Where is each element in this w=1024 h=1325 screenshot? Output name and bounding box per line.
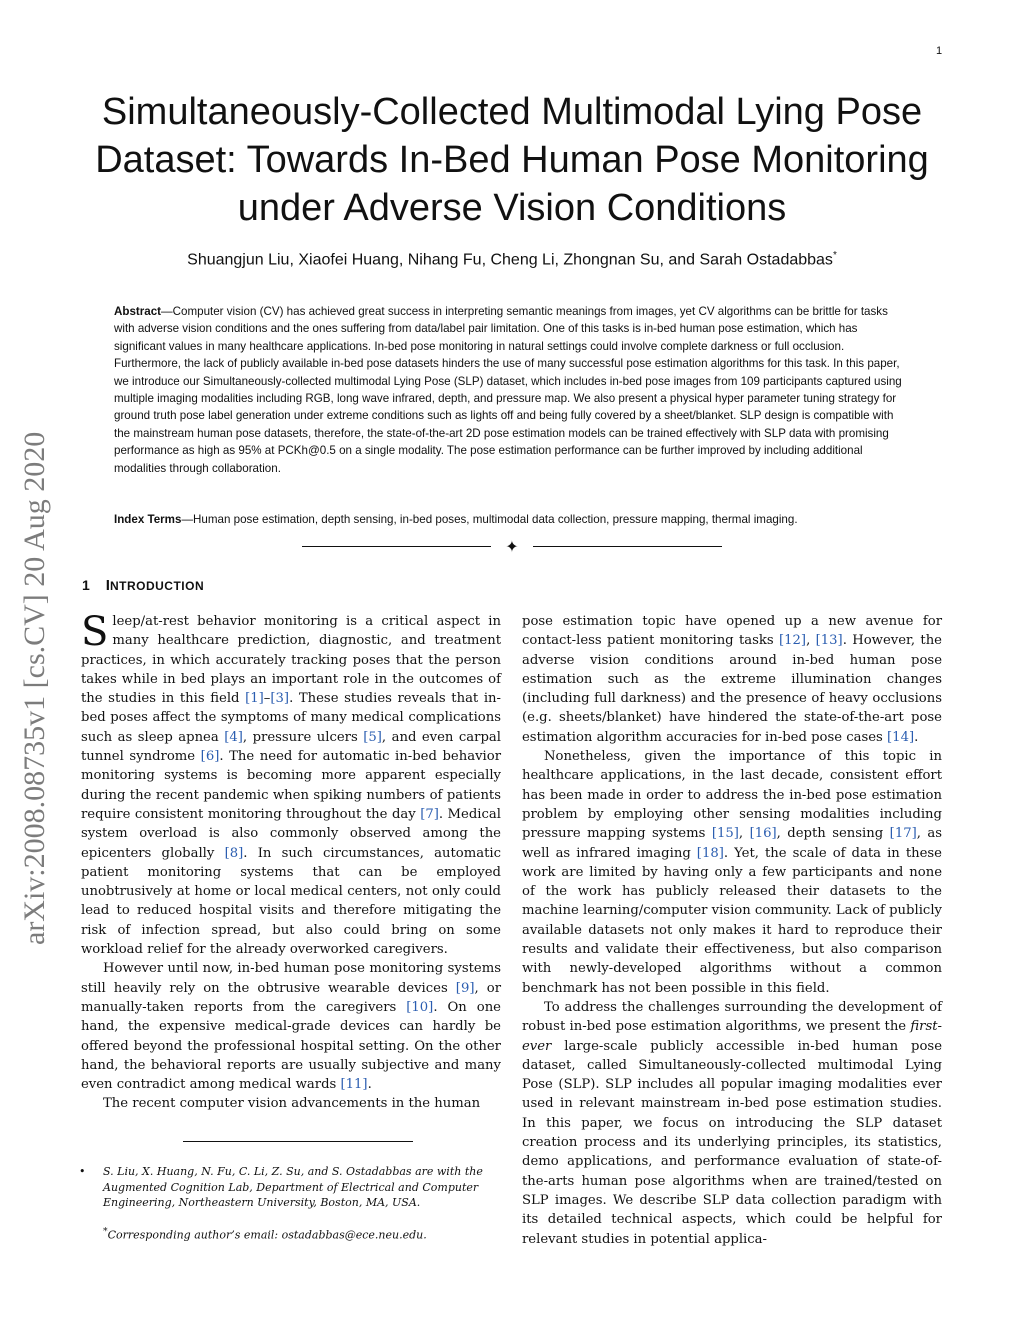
text-run: . bbox=[914, 729, 919, 745]
citation-link[interactable]: [9] bbox=[455, 980, 475, 996]
citation-link[interactable]: [11] bbox=[340, 1077, 368, 1093]
abstract bbox=[114, 303, 906, 477]
bullet-icon: • bbox=[79, 1165, 86, 1178]
paragraph bbox=[81, 609, 501, 959]
citation-link[interactable]: [17] bbox=[889, 826, 917, 842]
text-run: pose estimation topic have opened up a new avenue for contact-less patient monitoring tasks bbox=[522, 614, 942, 649]
corresponding-mark: * bbox=[103, 1226, 108, 1237]
index-terms bbox=[114, 511, 906, 528]
citation-link[interactable]: [15] bbox=[711, 826, 739, 842]
page-number: 1 bbox=[936, 45, 943, 57]
index-terms-text: —Human pose estimation, depth sensing, in-bed poses, multimodal data collection, pressure mapping, thermal imaging. bbox=[181, 513, 798, 526]
citation-link[interactable]: [3] bbox=[270, 691, 290, 707]
text-run: , and even carpal tunnel syndrome bbox=[81, 729, 501, 765]
text-run: . Yet, the scale of data in these work are limited by having only a few participants and none of the work has publicly released their datasets to the machine learning/computer vision community. Lack of publicly available datasets not only makes it hard to reproduce their results and validate their effectiveness, but also comparison with newly-developed algorithms without a common benchmark has not been possible in this field. bbox=[522, 845, 942, 996]
citation-link[interactable]: [8] bbox=[224, 845, 244, 861]
corresponding-email: Corresponding author’s email: ostadabbas@ece.neu.edu. bbox=[107, 1228, 427, 1242]
arxiv-stamp: arXiv:2008.08735v1 [cs.CV] 20 Aug 2020 bbox=[18, 431, 51, 945]
index-terms-label: Index Terms bbox=[114, 513, 182, 526]
paragraph bbox=[522, 998, 942, 1249]
text-run: , pressure ulcers bbox=[242, 729, 364, 745]
text-run: leep/at-rest behavior monitoring is a critical aspect in many healthcare prediction, diagnostic, and treatment practices, in which accurately tracking poses that the person takes while in bed plays an important role in the outcomes of the studies in this field bbox=[81, 614, 501, 707]
text-run: , bbox=[806, 633, 816, 649]
text-run: To address the challenges surrounding the development of robust in-bed pose estimation algorithms, we present the bbox=[522, 999, 942, 1035]
text-run: . bbox=[367, 1077, 372, 1093]
text-run: . These studies reveals that in-bed poses affect the symptoms of many medical complications such as sleep apnea bbox=[81, 691, 501, 745]
citation-link[interactable]: [4] bbox=[224, 729, 243, 745]
text-run: . However, the adverse vision conditions around in-bed human pose estimation such as the extreme illumination changes (including full darkness) and the presence of heavy occlusions (e.g. sheets/blanket) have hindered the state-of-the-art pose estimation algorithm accuracies for in-bed pose cases bbox=[522, 633, 942, 745]
text-run: . The need for automatic in-bed behavior monitoring systems is becoming more apparent especially during the recent pandemic when spiking numbers of patients require consistent monitoring throughout the day bbox=[81, 749, 501, 822]
footnote-corresponding bbox=[81, 1224, 501, 1243]
corresponding-author-mark: * bbox=[832, 250, 837, 261]
paper-title: Simultaneously-Collected Multimodal Lying Pose Dataset: Towards In-Bed Human Pose Monitoring under Adverse Vision Conditions bbox=[95, 91, 929, 229]
citation-link[interactable]: [5] bbox=[363, 729, 382, 745]
affiliation-text: S. Liu, X. Huang, N. Fu, C. Li, Z. Su, and S. Ostadabbas are with the Augmented Cognition Lab, Department of Electrical and Computer Engineering, Northeastern University, Boston, MA, USA. bbox=[103, 1165, 483, 1209]
paragraph: The recent computer vision advancements in the human bbox=[103, 1096, 481, 1112]
abstract-text: —Computer vision (CV) has achieved great success in interpreting semantic meanings from images, yet CV algorithms can be brittle for tasks with adverse vision conditions and the ones suffering from data/label pair limitation. One of this tasks is in-bed human pose estimation, which has significant values in many healthcare applications. In-bed pose monitoring in natural settings could involve complete darkness or full occlusion. Furthermore, the lack of publicly available in-bed pose datasets hinders the use of many successful pose estimation algorithms for this task. In this paper, we introduce our Simultaneously-collected multimodal Lying Pose (SLP) dataset, which includes in-bed pose images from 109 participants captured using multiple imaging modalities including RGB, long wave infrared, depth, and pressure map. We also present a physical hyper parameter tuning strategy for ground truth pose label generation under extreme conditions such as lights off and being fully covered by a sheet/blanket. SLP design is compatible with the mainstream human pose datasets, therefore, the state-of-the-art 2D pose estimation models can be trained effectively with SLP data with promising performance as high as 95% at PCKh@0.5 on a single modality. The pose estimation performance can be further improved by including additional modalities through collaboration. bbox=[114, 305, 902, 475]
citation-link[interactable]: [18] bbox=[696, 845, 724, 861]
section-number: 1 bbox=[82, 577, 90, 593]
text-run: , or manually-taken reports from the caregivers bbox=[81, 980, 501, 1015]
divider-line-left bbox=[302, 546, 491, 547]
citation-link[interactable]: [14] bbox=[887, 729, 915, 745]
citation-link[interactable]: [7] bbox=[420, 806, 439, 822]
author-list bbox=[60, 250, 964, 269]
divider-line-right bbox=[533, 546, 722, 547]
column-right bbox=[522, 612, 942, 1249]
text-run: , bbox=[738, 826, 750, 842]
paragraph bbox=[522, 612, 942, 747]
paragraph bbox=[81, 959, 501, 1094]
text-run: . In such circumstances, automatic patient monitoring systems that can be employed unobtrusively at home or local medical centers, not only could lead to reduced hospital visits and therefore mitigating the risk of infection spread, but also could bring on some workload relief for the already overworked caregivers. bbox=[81, 845, 501, 958]
section-heading bbox=[82, 577, 204, 594]
citation-link[interactable]: [10] bbox=[406, 999, 434, 1015]
citation-link[interactable]: [16] bbox=[749, 826, 777, 842]
citation-link[interactable]: [13] bbox=[815, 633, 843, 649]
text-run: . On one hand, the expensive medical-grade devices can hardly be offered beyond the professional hospital setting. On the other hand, the behavioral reports are usually subjective and many even contradict among medical wards bbox=[81, 999, 501, 1093]
citation-link[interactable]: [12] bbox=[779, 633, 807, 649]
divider-star-icon: ✦ bbox=[505, 536, 519, 556]
footnote-rule bbox=[183, 1141, 413, 1142]
text-run: , as well as infrared imaging bbox=[522, 826, 943, 861]
abstract-label: Abstract bbox=[114, 305, 162, 318]
section-divider bbox=[302, 536, 722, 556]
citation-link[interactable]: [6] bbox=[200, 749, 220, 765]
text-run: – bbox=[263, 691, 271, 707]
text-run: . Medical system overload is also commonly observed among the epicenters globally bbox=[81, 806, 501, 861]
text-run: , depth sensing bbox=[776, 826, 890, 842]
paragraph bbox=[522, 747, 942, 998]
drop-cap: S bbox=[81, 609, 109, 655]
section-title-rest: NTRODUCTION bbox=[109, 579, 205, 593]
text-run: large-scale publicly accessible in-bed human pose dataset, called Simultaneously-collected multimodal Lying Pose (SLP). SLP includes all popular imaging modalities ever used in relevant mainstream in-bed pose estimation studies. In this paper, we focus on introducing the SLP dataset creation process and its underlying principles, its statistics, demo applications, and performance evaluation of state-of-the-arts human pose algorithms when are trained/tested on SLP images. We describe SLP data collection paradigm with its detailed technical aspects, which could be helpful for relevant studies in potential applica- bbox=[522, 1038, 942, 1247]
section-title-initial: I bbox=[105, 577, 110, 594]
citation-link[interactable]: [1] bbox=[245, 691, 264, 707]
text-run: Nonetheless, given the importance of this topic in healthcare applications, in the last decade, consistent effort has been made in order to address the in-bed pose estimation problem by employing other sensing modalities including pressure mapping systems bbox=[522, 749, 942, 842]
text-run: However until now, in-bed human pose monitoring systems still heavily rely on the obtrusive wearable devices bbox=[81, 961, 501, 996]
emphasis-text: first-ever bbox=[522, 1019, 942, 1054]
author-names: Shuangjun Liu, Xiaofei Huang, Nihang Fu, Cheng Li, Zhongnan Su, and Sarah Ostadabbas bbox=[187, 251, 833, 269]
column-left bbox=[81, 609, 501, 1114]
footnote-affiliation bbox=[81, 1164, 501, 1211]
